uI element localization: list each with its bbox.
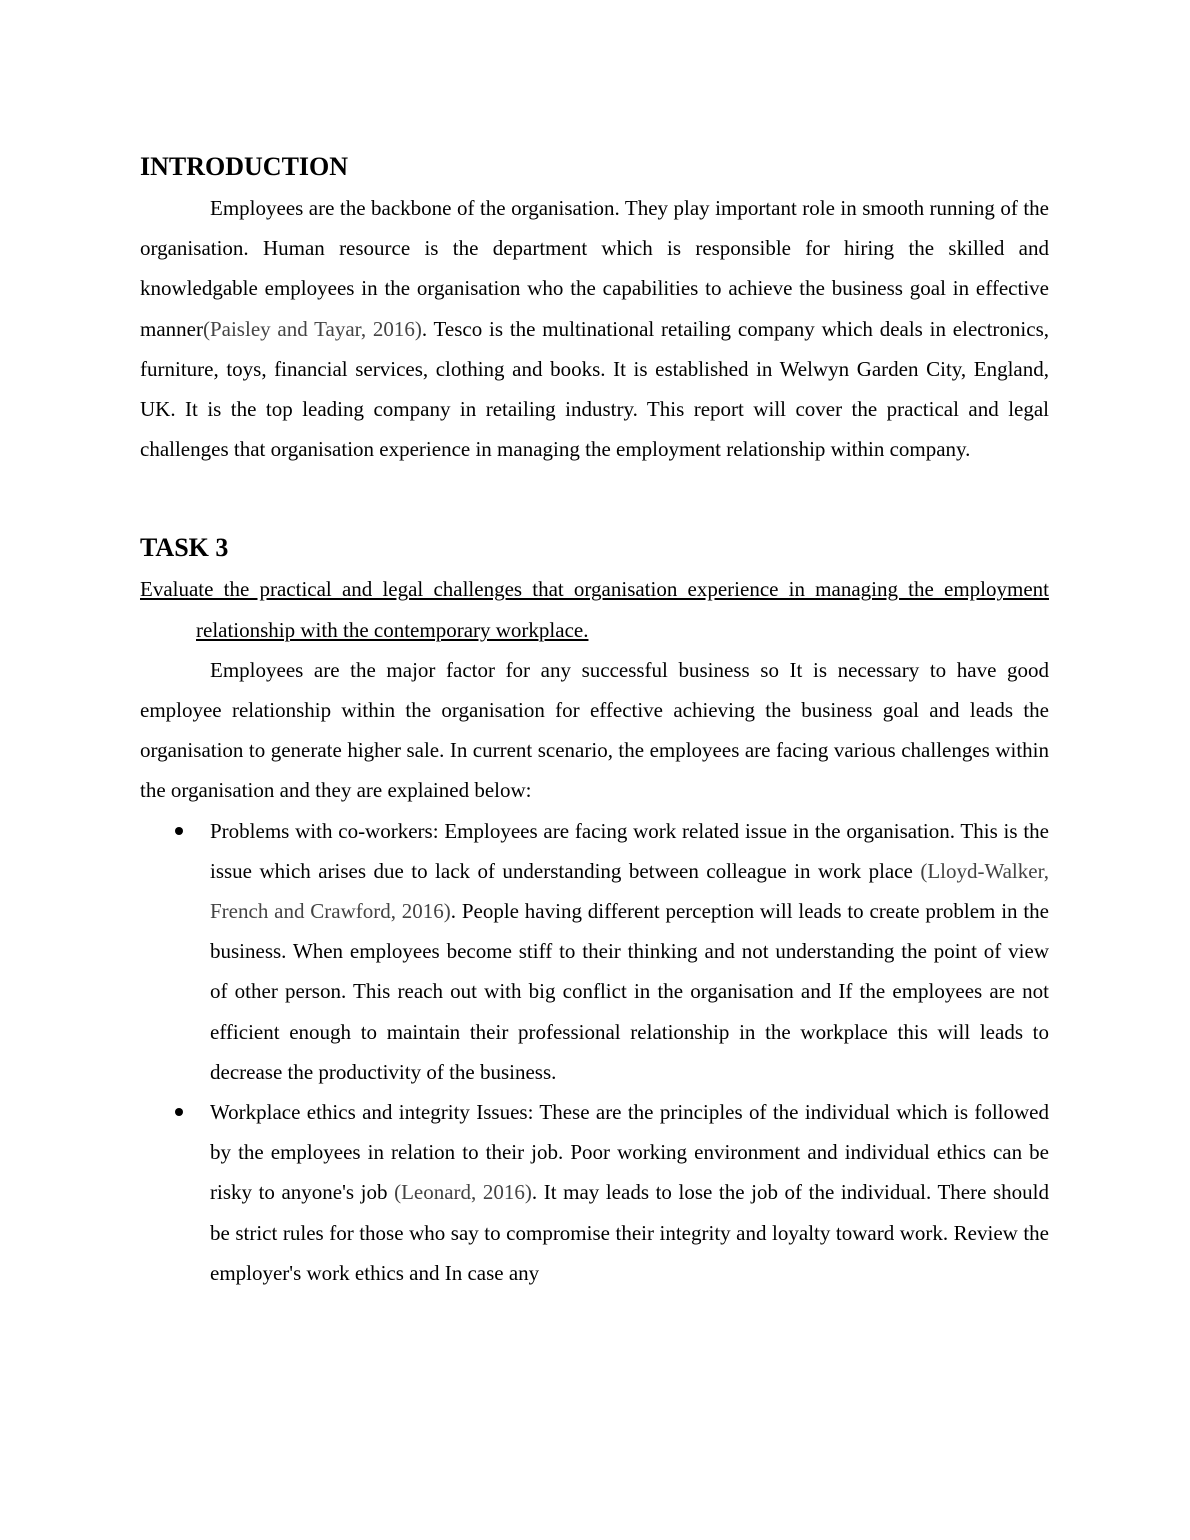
list-item (140, 811, 1049, 1092)
intro-text-part2: . Tesco is the multinational retailing company which deals in electronics, furniture, toys, financial services, clothing and books. It is established in Welwyn Garden City, England, UK. It is the top leading company in retailing industry. This report will cover the practical and legal challenges that organisation experience in managing the employment relationship within company. (140, 316, 1049, 462)
bullet-text-part1: Problems with co-workers: Employees are facing work related issue in the organisation. This is the issue which arises due to lack of understanding between colleague in work place (210, 818, 1049, 883)
bullet-citation: (Leonard, 2016) (394, 1180, 532, 1205)
task3-subheading: Evaluate the practical and legal challenges that organisation experience in managing the employment relationship with the contemporary workplace. (140, 577, 1049, 642)
task3-heading: TASK 3 (140, 533, 229, 563)
introduction-heading: INTRODUCTION (140, 152, 349, 181)
task3-paragraph: Employees are the major factor for any successful business so It is necessary to have good employee relationship within the organisation for effective achieving the business goal and leads the organisation to generate higher sale. In current scenario, the employees are facing various challenges within the organisation and they are explained below: (140, 657, 1049, 803)
intro-text-part1: Employees are the backbone of the organisation. They play important role in smooth running of the organisation. Human resource is the department which is responsible for hiring the skilled and knowledgable employees in the organisation who the capabilities to achieve the business goal in effective manner (140, 196, 1049, 341)
bullet-icon (175, 827, 183, 835)
intro-citation: (Paisley and Tayar, 2016) (202, 316, 422, 341)
bullet-text-part1: Workplace ethics and integrity Issues: These are the principles of the individual which is followed by the employees in relation to their job. Poor working environment and individual ethics can be risky to anyone's job (210, 1100, 1049, 1205)
bullet-citation: (Lloyd-Walker, French and Crawford, 2016) (210, 858, 1049, 924)
bullet-text-part2: . It may leads to lose the job of the individual. There should be strict rules for those who say to compromise their integrity and loyalty toward work. Review the employer's work ethics and In case any (210, 1180, 1049, 1285)
introduction-paragraph (140, 188, 1049, 469)
section-spacer (140, 469, 1049, 531)
list-item (140, 1092, 1049, 1293)
bullet-text-part2: . People having different perception will leads to create problem in the business. When employees become stiff to their thinking and not understanding the point of view of other person. This reach out with big conflict in the organisation and If the employees are not efficient enough to maintain their professional relationship in the workplace this will leads to decrease the productivity of the business. (210, 899, 1049, 1084)
bullet-icon (175, 1108, 183, 1116)
challenges-list (140, 811, 1049, 1293)
page-content (140, 150, 1049, 1293)
